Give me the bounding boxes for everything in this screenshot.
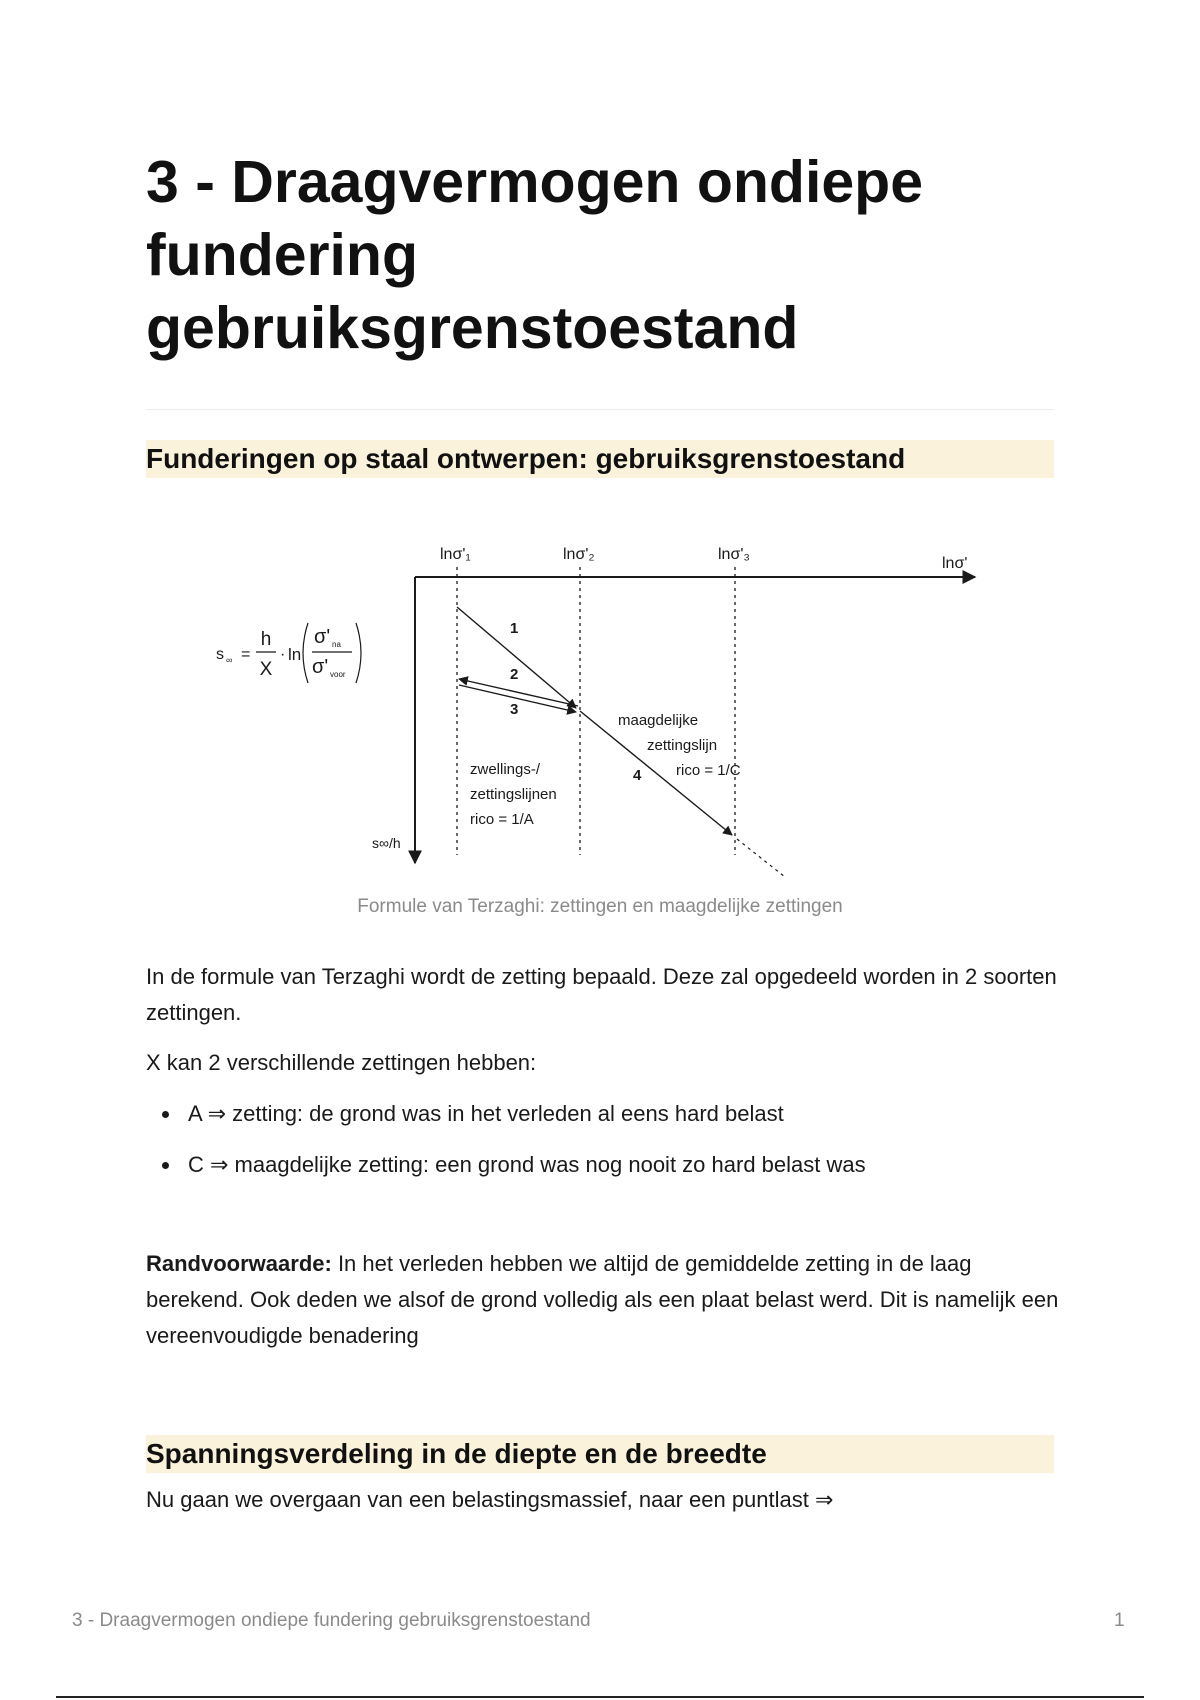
section-heading-spanningsverdeling-text: Spanningsverdeling in de diepte en de breedte: [146, 1438, 767, 1469]
formula-equals: =: [241, 646, 251, 663]
zetting-types-list: [146, 1096, 1061, 1198]
virgin-line-extension: [737, 839, 785, 877]
footer-page-number: 1: [1114, 1610, 1125, 1631]
section-heading-funderingen: [146, 440, 1054, 478]
formula-lhs-subscript: ∞: [226, 655, 233, 665]
y-axis-label: s∞/h: [372, 835, 401, 851]
annotation-swell-line-1: zwellings-/: [470, 761, 541, 778]
formula-fraction-denominator: X: [259, 659, 273, 680]
tick-label-sigma-2: lnσ'₂: [563, 546, 595, 563]
line-label-2: 2: [510, 666, 519, 683]
title-divider: [146, 409, 1054, 410]
annotation-virgin-line-2: zettingslijn: [647, 737, 718, 754]
formula-dot: ·: [280, 646, 286, 663]
tick-label-sigma-3: lnσ'₃: [718, 546, 750, 563]
paragraph-x-zettingen: X kan 2 verschillende zettingen hebben:: [146, 1050, 537, 1075]
annotation-virgin-line-1: maagdelijke: [618, 712, 699, 729]
terzaghi-formula: [216, 623, 361, 683]
terzaghi-diagram: [210, 505, 990, 885]
paragraph-terzaghi: In de formule van Terzaghi wordt de zetting bepaald. Deze zal opgedeeld worden in 2 soorten zettingen.: [146, 964, 1057, 1025]
randvoorwaarde-text: In het verleden hebben we altijd de gemiddelde zetting in de laag berekend. Ook deden we alsof de grond volledig als een plaat belast werd. Dit is namelijk een vereenvoudigde benadering: [146, 1251, 1059, 1348]
line-label-4: 4: [633, 767, 642, 784]
paragraph-randvoorwaarde: [146, 1246, 1061, 1354]
section-heading-funderingen-text: Funderingen op staal ontwerpen: gebruiksgrenstoestand: [146, 443, 906, 474]
formula-left-paren: [303, 623, 308, 683]
formula-sigma-denominator: σ': [312, 656, 329, 678]
x-axis-label: lnσ': [942, 555, 968, 572]
formula-lhs: s: [216, 646, 224, 663]
list-item: A ⇒ zetting: de grond was in het verleden al eens hard belast: [146, 1096, 1061, 1147]
footer-running-title: 3 - Draagvermogen ondiepe fundering gebruiksgrenstoestand: [72, 1610, 591, 1631]
bottom-rule: [56, 1696, 1144, 1698]
randvoorwaarde-label: Randvoorwaarde:: [146, 1251, 332, 1276]
tick-label-sigma-1: lnσ'₁: [440, 546, 471, 563]
annotation-swell-line-2: zettingslijnen: [470, 786, 557, 803]
formula-sigma-numerator-subscript: na: [332, 640, 341, 649]
page-title: 3 - Draagvermogen ondiepe fundering gebruiksgrenstoestand: [146, 149, 924, 361]
section-heading-spanningsverdeling: [146, 1435, 1054, 1473]
formula-ln: ln: [288, 645, 302, 664]
formula-sigma-numerator: σ': [314, 626, 331, 648]
annotation-virgin-line-3: rico = 1/C: [676, 762, 741, 779]
formula-right-paren: [356, 623, 361, 683]
formula-sigma-denominator-subscript: voor: [330, 670, 346, 679]
annotation-swell-line-3: rico = 1/A: [470, 811, 534, 828]
line-label-1: 1: [510, 620, 519, 637]
paragraph-puntlast: Nu gaan we overgaan van een belastingsmassief, naar een puntlast ⇒: [146, 1487, 834, 1512]
unload-line-2: [459, 679, 578, 706]
list-item: C ⇒ maagdelijke zetting: een grond was nog nooit zo hard belast was: [146, 1147, 1061, 1198]
figure-caption: Formule van Terzaghi: zettingen en maagdelijke zettingen: [357, 896, 843, 917]
line-label-3: 3: [510, 701, 519, 718]
formula-fraction-numerator: h: [260, 629, 272, 650]
